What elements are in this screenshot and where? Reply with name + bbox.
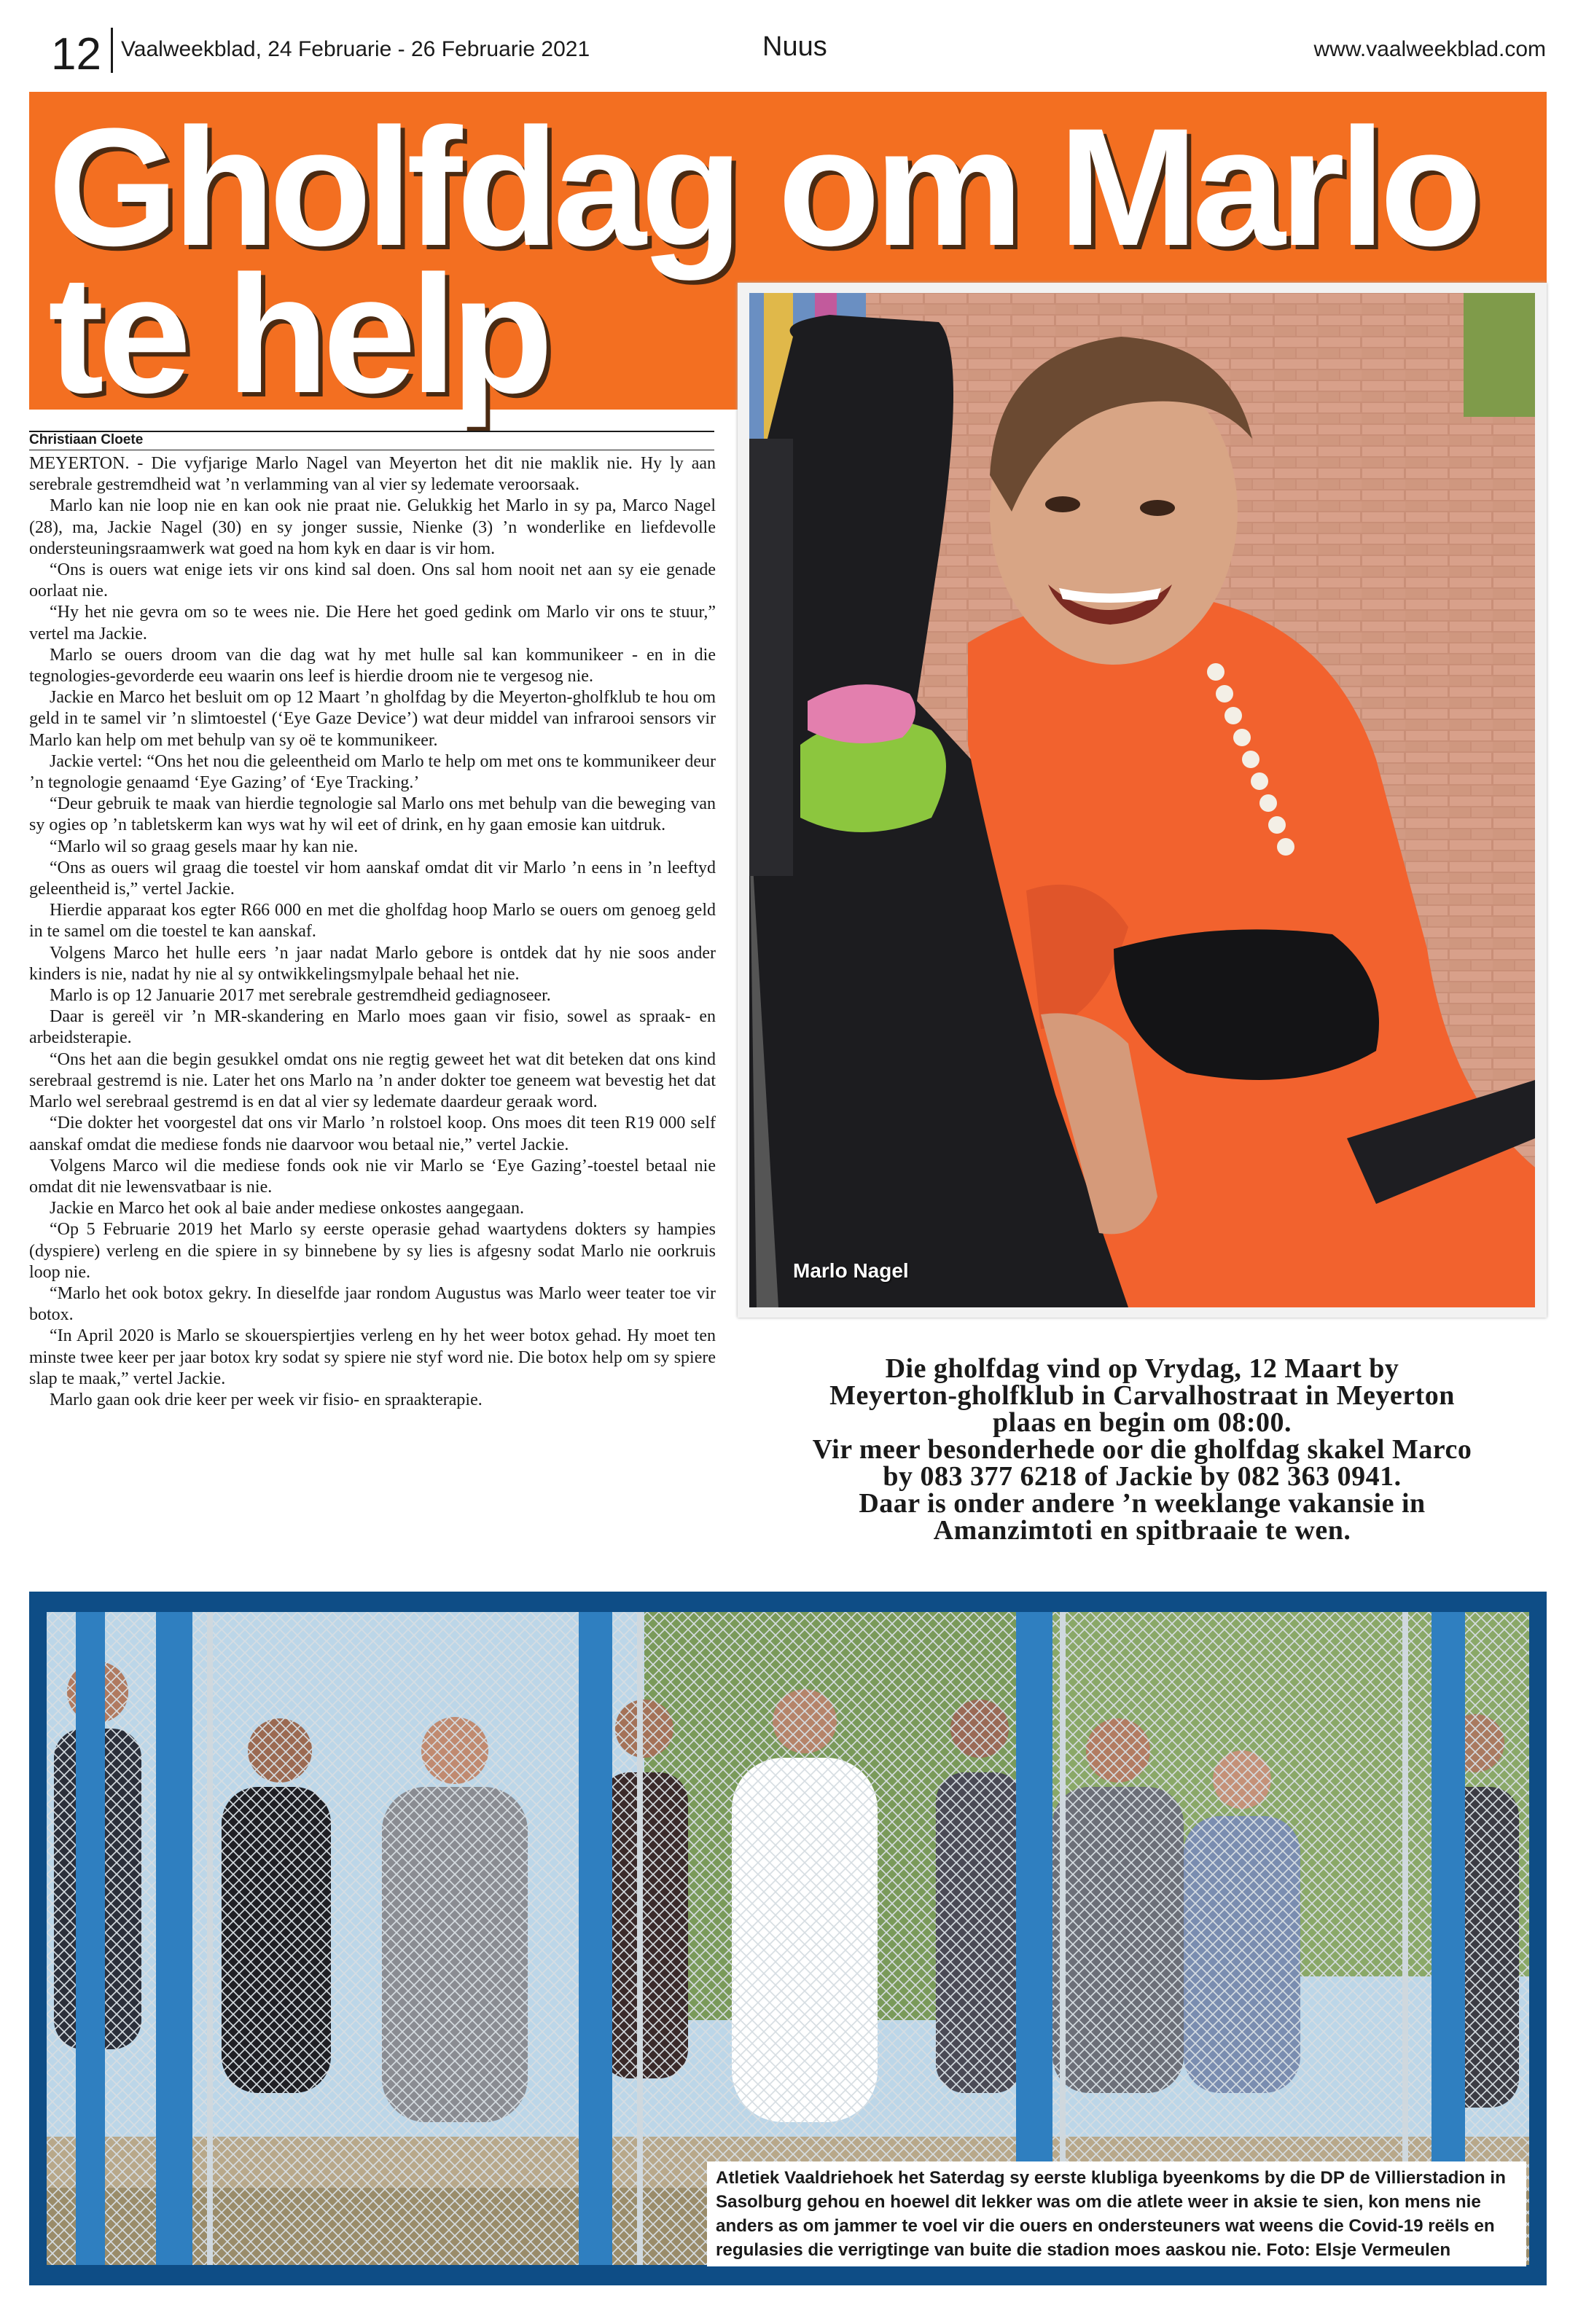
article-paragraph: “Die dokter het voorgestel dat ons vir Marlo ’n rolstoel koop. Ons moes dit teen R19 000 self aanskaf omdat die mediese fonds nie daarvoor wou betaal nie,” vertel Jackie. [29,1114,716,1154]
article-paragraph: Marlo is op 12 Januarie 2017 met serebrale gestremdheid gediagnoseer. [50,986,551,1006]
article-paragraph: Hierdie apparaat kos egter R66 000 en met die gholfdag hoop Marlo se ouers om genoeg geld in te samel om die toestel te kan aanskaf. [29,901,716,942]
photo-caption: Marlo Nagel [793,1259,909,1282]
info-line: Daar is onder andere ’n weeklange vakansie in [859,1488,1426,1519]
article-paragraph: “Ons as ouers wil graag die toestel vir hom aanskaf omdat dit vir Marlo ’n eens in ’n leeftyd geleentheid is,” vertel Jackie. [29,858,716,899]
headline-line-2: te help [48,240,548,428]
article-paragraph: Jackie en Marco het besluit om op 12 Maart ’n gholfdag by die Meyerton-gholfklub te hou om geld in te samel vir ’n slimtoestel (‘Eye Gaze Device’) wat deur middel van infrarooi sensors vir Marlo kan help om met behulp van sy oë te kommunikeer. [29,688,716,750]
article-paragraph: Daar is gereël vir ’n MR-skandering en Marlo moes gaan vir fisio, sowel as spraak- en arbeidsterapie. [29,1007,716,1048]
article-paragraph: Marlo se ouers droom van die dag wat hy met hulle sal kan kommunikeer - en in die tegnologies-gevorderde eeu waarin ons leef is hierdie droom nie te vergesog nie. [29,645,716,686]
section-name: Nuus [762,31,827,62]
article-paragraph: “Ons is ouers wat enige iets vir ons kind sal doen. Ons sal hom nooit net aan sy eie genade oorlaat nie. [29,560,716,601]
info-line: Die gholfdag vind op Vrydag, 12 Maart by [885,1353,1399,1384]
article-paragraph: “Marlo wil so graag gesels maar hy kan nie. [50,837,359,856]
page-number: 12 [51,29,101,79]
article-paragraph: “Hy het nie gevra om so te wees nie. Die Here het goed gedink om Marlo vir ons te stuur,” vertel ma Jackie. [29,603,716,643]
article-paragraph: MEYERTON. - Die vyfjarige Marlo Nagel van Meyerton het dit nie maklik nie. Hy ly aan serebrale gestremdheid wat ’n verlamming van al vier sy ledemate veroorsaak. [29,454,716,495]
site-url[interactable]: www.vaalweekblad.com [1313,37,1546,61]
masthead-date: Vaalweekblad, 24 Februarie - 26 Februarie 2021 [121,37,590,61]
main-photo [749,293,1535,1307]
byline: Christiaan Cloete [29,432,144,447]
headline-line-1: Gholfdag om Marlo [48,93,1477,281]
info-line: plaas en begin om 08:00. [993,1407,1292,1438]
info-line: Amanzimtoti en spitbraaie te wen. [933,1515,1351,1546]
header-divider [111,28,113,73]
article-paragraph: “Op 5 Februarie 2019 het Marlo sy eerste operasie gehad waartydens dokters sy hampies (dyspiere) verleng en die spiere in sy binnebene by sy lies is afgesny sodat Marlo nie oorkruis loop nie. [29,1220,716,1282]
bottom-photo-caption: Atletiek Vaaldriehoek het Saterdag sy eerste klubliga byeenkoms by die DP de Villierstadion in Sasolburg gehou en hoewel dit lekker was om die atlete weer in aksie te sien, kon mens nie anders as om jammer te voel vir die ouers en ondersteuners wat weens die Covid-19 reëls en regulasies die verrigtinge van buite die stadion moes aaskou nie. Foto: Elsje Vermeulen [716,2168,1506,2260]
article-paragraph: Jackie en Marco het ook al baie ander mediese onkostes aangegaan. [50,1199,525,1218]
article-body [29,453,716,1411]
info-line: Meyerton-gholfklub in Carvalhostraat in Meyerton [829,1380,1455,1411]
main-photo-illustration [749,293,1535,1307]
article-paragraph: Jackie vertel: “Ons het nou die geleentheid om Marlo te help om met ons te kommunikeer deur ’n tegnologie genaamd ‘Eye Gazing’ of ‘Eye Tracking.’ [29,751,716,793]
article-paragraph: Volgens Marco het hulle eers ’n jaar nadat Marlo gebore is ontdek dat hy nie soos ander kinders is nie, nadat hy nie al sy ontwikkelingsmylpale behaal het nie. [29,943,716,984]
article-paragraph: “Deur gebruik te maak van hierdie tegnologie sal Marlo ons met behulp van die beweging van sy ogies op ’n tabletskerm kan wys wat hy wil eet of drink, en hy gaan emosie kan uitdruk. [29,794,716,835]
article-paragraph: Marlo kan nie loop nie en kan ook nie praat nie. Gelukkig het Marlo in sy pa, Marco Nagel (28), ma, Jackie Nagel (30) en sy jonger sussie, Nienke (3) ’n wonderlike en liefdevolle ondersteuningsraamwerk wat goed na hom kyk en daar is vir hom. [29,496,716,558]
article-paragraph: “Marlo het ook botox gekry. In dieselfde jaar rondom Augustus was Marlo weer teater toe vir botox. [29,1283,716,1325]
article-paragraph: Marlo gaan ook drie keer per week vir fisio- en spraakterapie. [50,1390,483,1409]
event-info-box [749,1355,1535,1544]
article-paragraph: “In April 2020 is Marlo se skouerspiertjies verleng en hy het weer botox gehad. Hy moet ten minste twee keer per jaar botox kry sodat sy spiere nie styf word nie. Die botox help om sy spiere slap te maak,” vertel Jackie. [29,1326,716,1388]
article-paragraph: Volgens Marco wil die mediese fonds ook nie vir Marlo se ‘Eye Gazing’-toestel betaal nie omdat dit nie lewensvatbaar is nie. [29,1156,716,1197]
info-line: by 083 377 6218 of Jackie by 082 363 0941. [883,1461,1402,1492]
article-paragraph: “Ons het aan die begin gesukkel omdat ons nie regtig geweet het wat dit beteken dat ons kind serebraal gestremd is nie. Later het ons Marlo na ’n ander dokter toe geneem wat bevestig het dat Marlo wel serebraal gestremd is en dat al vier sy ledemate daardeur geraak word. [29,1049,716,1112]
info-line: Vir meer besonderhede oor die gholfdag skakel Marco [812,1434,1472,1465]
